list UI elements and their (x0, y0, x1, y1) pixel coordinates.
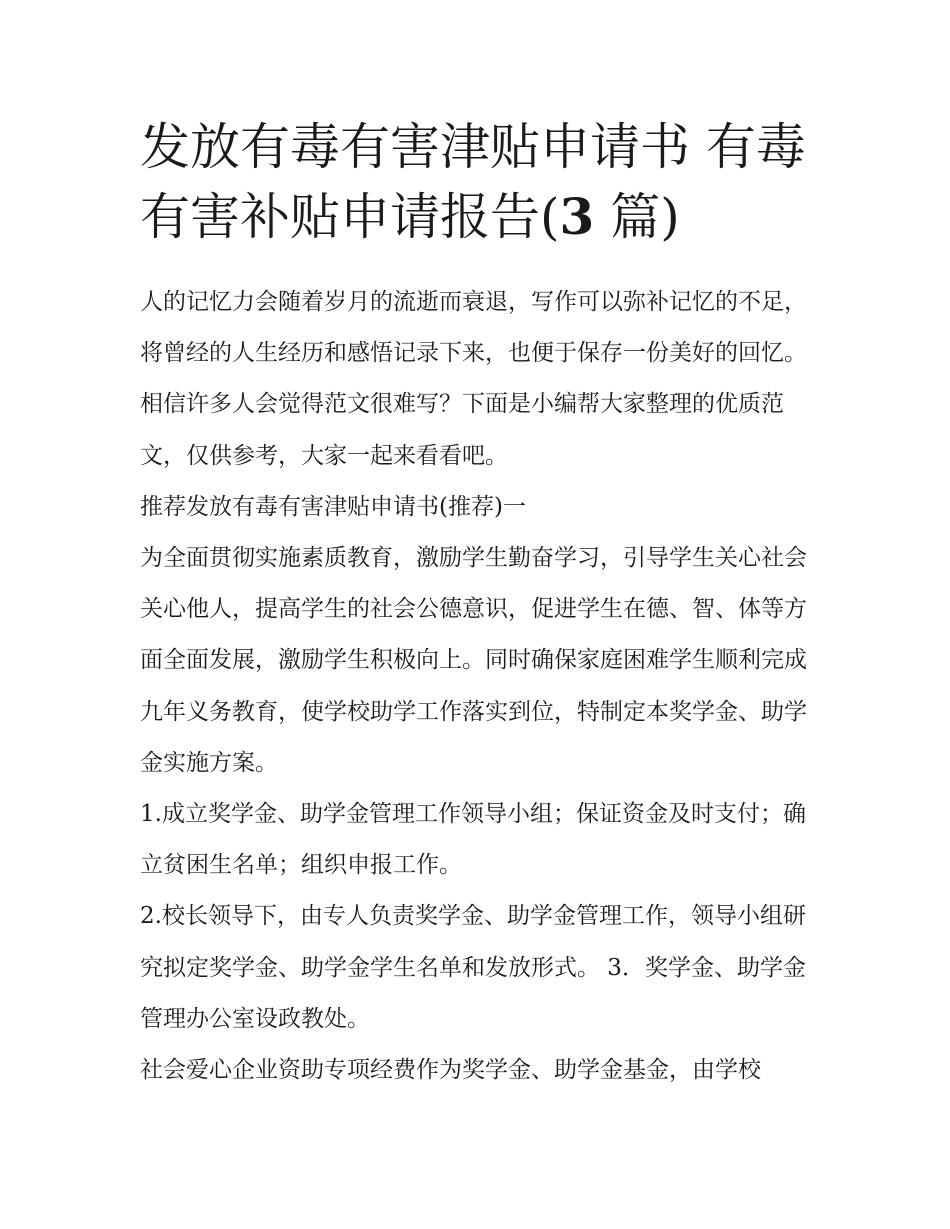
paragraph-item-1: 1.成立奖学金、助学金管理工作领导小组；保证资金及时支付；确立贫困生名单；组织申报工作。 (140, 801, 806, 879)
paragraph-funding: 社会爱心企业资助专项经费作为奖学金、助学金基金，由学校 (140, 1057, 761, 1084)
paragraph-item-2: 2.校长领导下，由专人负责奖学金、助学金管理工作，领导小组研究拟定奖学金、助学金学生名单和发放形式。 3．奖学金、助学金管理办公室设政教处。 (140, 903, 806, 1032)
title-text-part2: 篇) (594, 188, 680, 246)
document-body (140, 277, 820, 1096)
paragraph-intro: 人的记忆力会随着岁月的流逝而衰退，写作可以弥补记忆的不足，将曾经的人生经历和感悟记录下来，也便于保存一份美好的回忆。相信许多人会觉得范文很难写？下面是小编帮大家整理的优质范文，仅供参考，大家一起来看看吧。 (140, 289, 807, 469)
document-title (140, 112, 820, 252)
paragraph-heading: 推荐发放有毒有害津贴申请书(推荐)一 (140, 493, 526, 520)
title-number: 3 (559, 187, 595, 246)
paragraph-purpose: 为全面贯彻实施素质教育，激励学生勤奋学习，引导学生关心社会关心他人，提高学生的社会公德意识，促进学生在德、智、体等方面全面发展，激励学生积极向上。同时确保家庭困难学生顺利完成九年义务教育，使学校助学工作落实到位，特制定本奖学金、助学金实施方案。 (140, 545, 807, 776)
title-text-part1: 发放有毒有害津贴申请书 有毒有害补贴申请报告( (140, 118, 806, 246)
